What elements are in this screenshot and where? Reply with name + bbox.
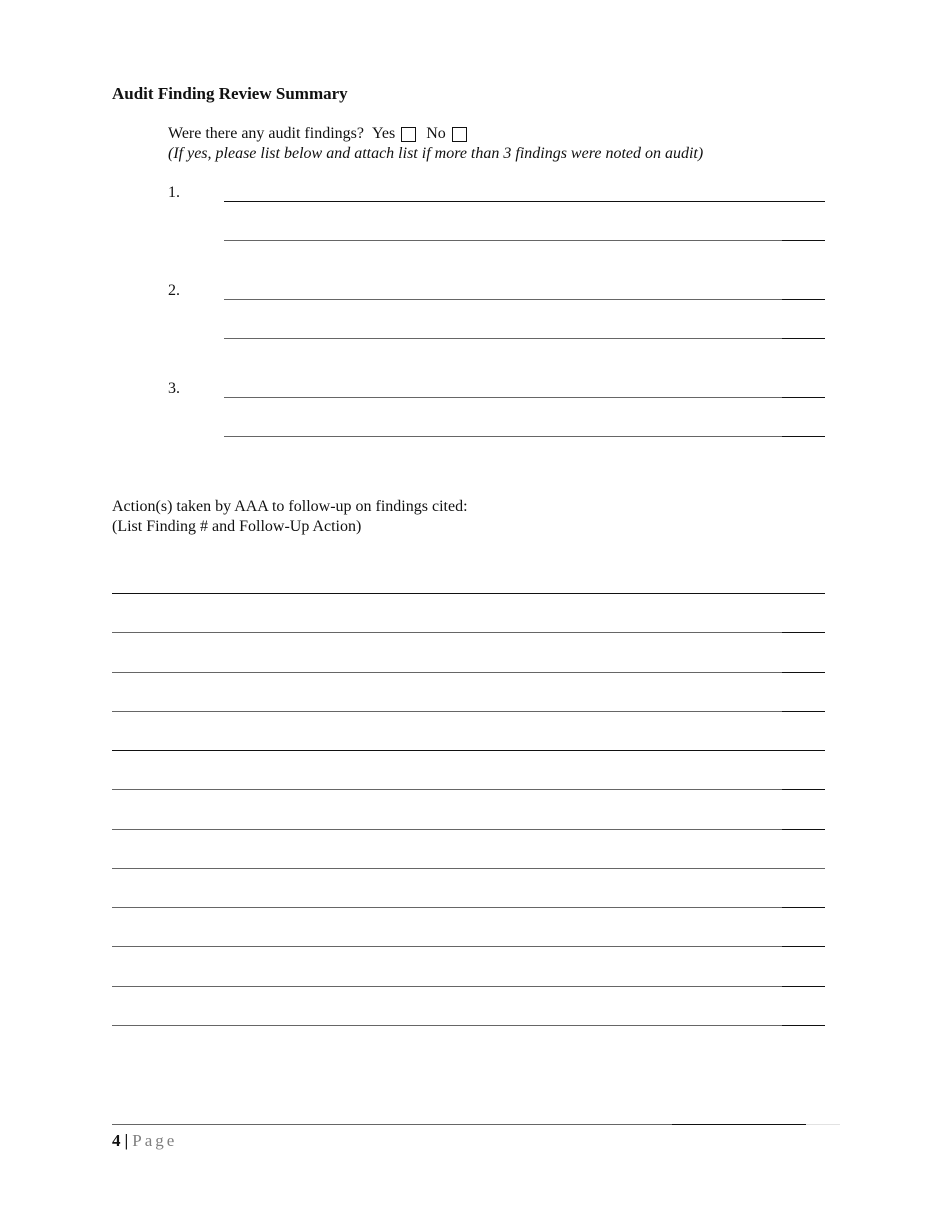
line-end-mark <box>782 672 825 673</box>
line-end-mark <box>782 299 825 300</box>
action-line-12[interactable] <box>112 1025 782 1026</box>
finding-number: 3. <box>168 380 180 397</box>
line-end-mark <box>782 397 825 398</box>
action-line-3[interactable] <box>112 672 782 673</box>
finding-number: 2. <box>168 282 180 299</box>
page-separator: | <box>124 1131 129 1150</box>
question-text: Were there any audit findings? <box>168 125 364 142</box>
action-line-10[interactable] <box>112 946 782 947</box>
no-label: No <box>426 125 446 142</box>
section-title: Audit Finding Review Summary <box>112 84 348 103</box>
action-line-11[interactable] <box>112 986 782 987</box>
line-end-mark <box>782 986 825 987</box>
line-end-mark <box>782 711 825 712</box>
action-line-5[interactable] <box>112 750 825 751</box>
page-footer <box>112 1131 177 1151</box>
line-end-mark <box>782 240 825 241</box>
no-checkbox[interactable] <box>452 127 467 142</box>
page-number: 4 <box>112 1131 121 1150</box>
action-line-9[interactable] <box>112 907 782 908</box>
actions-label-line-2: (List Finding # and Follow-Up Action) <box>112 518 362 535</box>
line-end-mark <box>782 436 825 437</box>
finding-number: 1. <box>168 184 180 201</box>
action-line-2[interactable] <box>112 632 782 633</box>
page-word: Page <box>132 1131 178 1150</box>
actions-label-line-1: Action(s) taken by AAA to follow-up on findings cited: <box>112 498 468 515</box>
line-end-mark <box>782 1025 825 1026</box>
line-end-mark <box>782 632 825 633</box>
instruction-text: (If yes, please list below and attach list if more than 3 findings were noted on audit) <box>168 145 704 162</box>
footer-rule-left <box>112 1124 672 1125</box>
line-end-mark <box>782 829 825 830</box>
action-line-7[interactable] <box>112 829 782 830</box>
action-line-1[interactable] <box>112 593 825 594</box>
yes-label: Yes <box>371 125 396 142</box>
audit-findings-question <box>168 125 477 143</box>
yes-checkbox[interactable] <box>401 127 416 142</box>
finding-3-line-2[interactable] <box>224 436 782 437</box>
footer-rule-right <box>672 1124 806 1125</box>
actions-label <box>112 497 468 537</box>
line-end-mark <box>782 338 825 339</box>
action-line-8[interactable] <box>112 868 825 869</box>
finding-1-line-2[interactable] <box>224 240 782 241</box>
finding-3-line-1[interactable] <box>224 397 782 398</box>
line-end-mark <box>782 907 825 908</box>
line-end-mark <box>782 789 825 790</box>
action-line-6[interactable] <box>112 789 782 790</box>
finding-1-line-1[interactable] <box>224 201 825 202</box>
finding-2-line-1[interactable] <box>224 299 782 300</box>
finding-2-line-2[interactable] <box>224 338 782 339</box>
line-end-mark <box>782 946 825 947</box>
action-line-4[interactable] <box>112 711 782 712</box>
